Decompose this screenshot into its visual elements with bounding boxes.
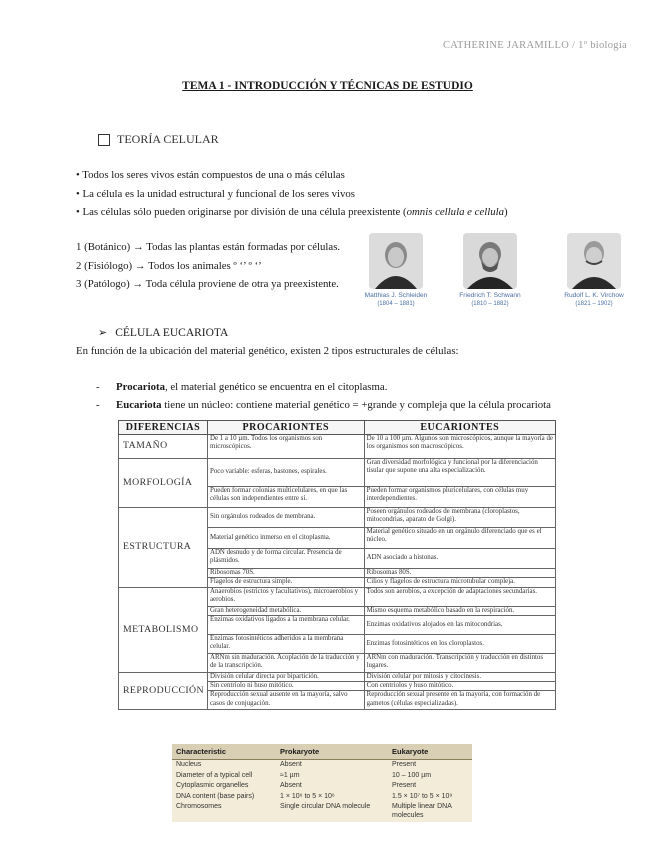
- page-title: TEMA 1 - INTRODUCCIÓN Y TÉCNICAS DE ESTUDIO: [182, 80, 473, 92]
- table-cell: Nucleus: [176, 761, 202, 768]
- procariota-item: [96, 381, 387, 393]
- table-cell: Enzimas fotosintéticos en los cloroplastos.: [364, 634, 555, 653]
- table-cell: Absent: [280, 782, 302, 790]
- column-header: Characteristic: [172, 744, 276, 760]
- table-cell: ADN asociado a histonas.: [364, 549, 555, 569]
- eucariota-item: [96, 399, 551, 411]
- table-cell: Anaerobios (estrictos y facultativos), microaerobios y aerobios.: [207, 587, 364, 606]
- eucariota-description: tiene un núcleo: contiene material genético = +grande y compleja que la célula procariota: [161, 399, 551, 411]
- checkbox-icon: [98, 134, 110, 146]
- bullet-item: • La célula es la unidad estructural y funcional de los seres vivos: [76, 187, 356, 200]
- section-title: TEORÍA CELULAR: [117, 132, 219, 146]
- category-cell: METABOLISMO: [119, 587, 208, 672]
- scientist-dates: (1821 – 1902): [575, 301, 613, 307]
- differences-table: [118, 420, 556, 710]
- table-row: [172, 771, 472, 782]
- table-cell: Present: [392, 761, 417, 768]
- table-row: [172, 760, 472, 771]
- table-cell: ADN desnudo y de forma circular. Presencia de plásmidos.: [207, 549, 364, 569]
- table-header-row: [119, 421, 556, 435]
- table-cell: Sin centriolo ni huso mitótico.: [207, 682, 364, 691]
- table-cell: Gran diversidad morfológica y funcional por la diferenciación tisular que supone una alta especialización.: [364, 459, 555, 487]
- bullet-list: [76, 166, 508, 222]
- term-procariota: Procariota: [116, 381, 165, 393]
- comparison-header-row: [172, 744, 472, 760]
- table-cell: De 1 a 10 µm. Todos los organismos son microscópicos.: [207, 435, 364, 459]
- table-cell: Single circular DNA molecule: [280, 803, 371, 811]
- portrait-image: [463, 233, 517, 289]
- table-cell: Flagelos de estructura simple.: [207, 578, 364, 587]
- table-cell: División celular por mitosis y citocinesis.: [364, 672, 555, 681]
- scientist-dates: (1804 – 1881): [377, 301, 415, 307]
- table-cell: ARNm con maduración. Transcripción y traducción en distintos lugares.: [364, 653, 555, 672]
- table-cell: Mismo esquema metabólico basado en la respiración.: [364, 606, 555, 615]
- column-header: DIFERENCIAS: [119, 421, 208, 435]
- table-cell: Enzimas fotosintéticos adheridos a la membrana celular.: [207, 634, 364, 653]
- table-cell: Cilios y flagelos de estructura microtubular compleja.: [364, 578, 555, 587]
- comparison-table: [172, 744, 472, 822]
- table-cell: Multiple linear DNA molecules: [392, 803, 452, 819]
- table-cell: 1 × 10⁶ to 5 × 10⁶: [280, 792, 335, 800]
- table-cell: Reproducción sexual ausente en la mayoría, salvo casos de conjugación.: [207, 691, 364, 710]
- column-header: Prokaryote: [276, 744, 388, 760]
- table-cell: Sin orgánulos rodeados de membrana.: [207, 508, 364, 528]
- page-header: CATHERINE JARAMILLO / 1º biología: [442, 40, 627, 51]
- dash-marker: -: [96, 399, 100, 411]
- scientist-schwann: [452, 233, 528, 308]
- bullet-text: • Las células sólo pueden originarse por división de una célula preexistente (: [76, 206, 407, 218]
- column-header: EUCARIONTES: [364, 421, 555, 435]
- arrow-bullet-icon: ➢: [98, 327, 108, 339]
- scientist-virchow: [556, 233, 632, 308]
- table-cell: Poco variable: esferas, bastones, espirales.: [207, 459, 364, 487]
- table-cell: Material genético situado en un orgánulo diferenciado que es el núcleo.: [364, 528, 555, 549]
- table-cell: Con centriolos y huso mitótico.: [364, 682, 555, 691]
- postulate-item: 2 (Fisiólogo) → Todos los animales º ‘’ º ‘’: [76, 259, 262, 272]
- column-header: Eukaryote: [388, 744, 472, 760]
- table-cell: Enzimas oxidativos alojados en las mitocondrias.: [364, 615, 555, 634]
- table-cell: Present: [392, 782, 417, 790]
- scientist-name: Friedrich T. Schwann: [459, 292, 521, 299]
- table-cell: 10 – 100 µm: [392, 771, 432, 779]
- category-cell: MORFOLOGÍA: [119, 459, 208, 508]
- bullet-item: • Todos los seres vivos están compuestos de una o más células: [76, 169, 345, 181]
- procariota-description: , el material genético se encuentra en el citoplasma.: [164, 381, 388, 393]
- table-cell: 1.5 × 10⁷ to 5 × 10⁹: [392, 792, 453, 800]
- intro-paragraph: En función de la ubicación del material genético, existen 2 tipos estructurales de células:: [76, 345, 459, 357]
- table-cell: Enzimas oxidativos ligados a la membrana celular.: [207, 615, 364, 634]
- table-row: [172, 792, 472, 803]
- portrait-image: [567, 233, 621, 289]
- table-row: [119, 672, 556, 681]
- table-row: [172, 781, 472, 792]
- table-cell: Reproducción sexual presente en la mayoría, con formación de gametos (células especializadas).: [364, 691, 555, 710]
- table-cell: DNA content (base pairs): [176, 792, 255, 800]
- bullet-text-end: ): [504, 206, 508, 218]
- table-row: [119, 435, 556, 459]
- term-eucariota: Eucariota: [116, 399, 162, 411]
- cell-theory-postulates: [76, 238, 340, 294]
- category-cell: ESTRUCTURA: [119, 508, 208, 588]
- table-cell: Ribosomas 70S.: [207, 569, 364, 578]
- scientist-name: Rudolf L. K. Virchow: [564, 292, 624, 299]
- portrait-image: [369, 233, 423, 289]
- bullet-item: [76, 203, 508, 222]
- column-header: PROCARIONTES: [207, 421, 364, 435]
- scientist-dates: (1810 – 1882): [471, 301, 509, 307]
- latin-phrase: omnis cellula e cellula: [406, 206, 505, 218]
- table-row: [119, 459, 556, 487]
- table-cell: ≈1 µm: [280, 771, 300, 779]
- dash-marker: -: [96, 381, 100, 393]
- table-cell: Pueden formar colonias multicelulares, en que las células son independientes entre sí.: [207, 487, 364, 508]
- section-heading-teoria-celular: [98, 132, 219, 147]
- table-row: [119, 587, 556, 606]
- section-heading-celula-eucariota: [98, 326, 228, 339]
- table-cell: Absent: [280, 761, 302, 768]
- table-cell: Poseen orgánulos rodeados de membrana (cloroplastos, mitocondrias, aparato de Golgi).: [364, 508, 555, 528]
- postulate-item: 3 (Patólogo) → Toda célula proviene de otra ya preexistente.: [76, 278, 339, 290]
- table-cell: Pueden formar organismos pluricelulares, con células muy interdependientes.: [364, 487, 555, 508]
- scientist-name: Matthias J. Schleiden: [364, 292, 428, 299]
- section-title: CÉLULA EUCARIOTA: [115, 326, 229, 339]
- table-cell: División celular directa por bipartición.: [207, 672, 364, 681]
- category-cell: TAMAÑO: [119, 435, 208, 459]
- table-cell: Todos son aerobios, a excepción de adaptaciones secundarias.: [364, 587, 555, 606]
- table-cell: Gran heterogeneidad metabólica.: [207, 606, 364, 615]
- postulate-item: 1 (Botánico) → Todas las plantas están formadas por células.: [76, 241, 341, 253]
- table-cell: Material genético inmerso en el citoplasma.: [207, 528, 364, 549]
- table-cell: Ribosomas 80S.: [364, 569, 555, 578]
- scientist-schleiden: [358, 233, 434, 308]
- table-cell: Cytoplasmic organelles: [176, 782, 249, 790]
- table-cell: De 10 a 100 µm. Algunos son microscópicos, aunque la mayoría de los organismos son macroscópicos.: [364, 435, 555, 459]
- table-row: [172, 802, 472, 821]
- table-cell: ARNm sin maduración. Acoplación de la traducción y de la transcripción.: [207, 653, 364, 672]
- table-cell: Chromosomes: [176, 803, 222, 811]
- table-row: [119, 508, 556, 528]
- table-cell: Diameter of a typical cell: [176, 771, 253, 779]
- category-cell: REPRODUCCIÓN: [119, 672, 208, 710]
